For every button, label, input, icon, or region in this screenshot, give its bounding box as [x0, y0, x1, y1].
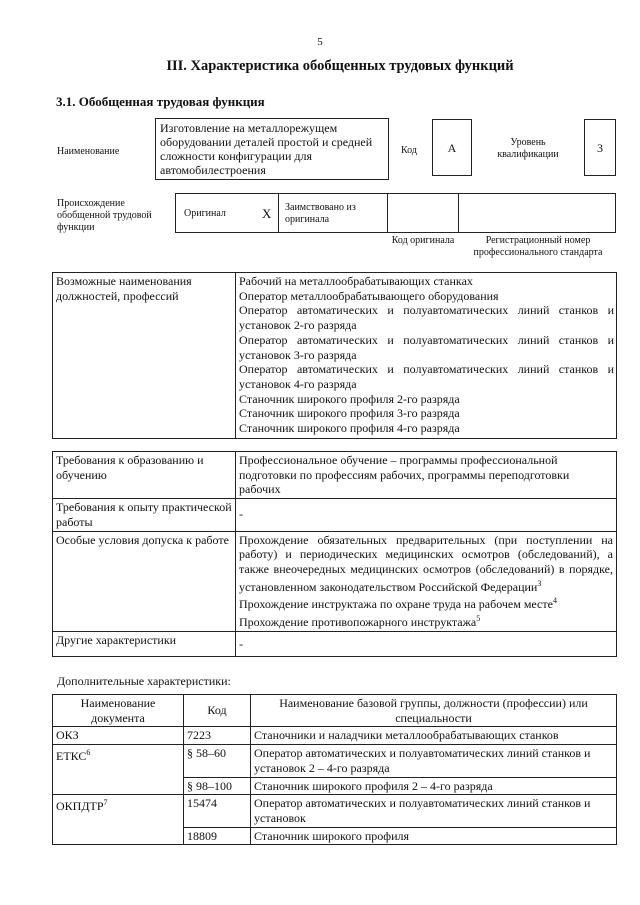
name-label: Наименование — [57, 146, 120, 157]
name-cell: Станочники и наладчики металлообрабатывающих станков — [251, 727, 617, 745]
code-cell: 18809 — [184, 827, 251, 845]
code-cell: § 58–60 — [184, 745, 251, 777]
requirements-table — [52, 451, 617, 657]
position-item: Оператор автоматических и полуавтоматических линий станков и установок 2-го разряда — [239, 303, 614, 333]
section-title: III. Характеристика обобщенных трудовых функций — [166, 58, 514, 74]
original-box — [175, 193, 279, 233]
experience-label: Требования к опыту практической работы — [53, 499, 236, 531]
table-row — [53, 727, 617, 745]
reg-number-box — [458, 193, 616, 233]
level-value: 3 — [597, 141, 603, 155]
positions-list — [236, 273, 617, 439]
name-cell: Станочник широкого профиля — [251, 827, 617, 845]
education-label: Требования к образованию и обучению — [53, 452, 236, 499]
original-label: Оригинал — [184, 208, 226, 219]
function-name-box — [155, 118, 389, 180]
name-cell: Оператор автоматических и полуавтоматических линий станков и установок — [251, 795, 617, 827]
reg-caption: Регистрационный номер профессионального стандарта — [473, 235, 603, 258]
additional-table — [52, 694, 617, 845]
code-value: A — [447, 141, 457, 155]
subsection-title: 3.1. Обобщенная трудовая функция — [56, 94, 265, 109]
code-label: Код — [401, 145, 417, 156]
doc-cell: ЕТКС$^6$ — [53, 745, 184, 795]
table-row — [53, 795, 617, 827]
special-medical: Прохождение обязательных предварительных (при поступлении на работу) и периодических медицинских осмотров (обследований), а также внеочередных медицинских осмотров (обследований) в порядке, установленном законодательством Российской Федерации$^3$ — [239, 532, 613, 594]
education-value: Профессиональное обучение – программы профессиональной подготовки по профессиям рабочих, программы переподготовки рабочих — [236, 452, 617, 499]
level-label: Уровень квалификации — [497, 137, 559, 160]
position-item: Станочник широкого профиля 3-го разряда — [239, 406, 460, 421]
function-name-value: Изготовление на металлорежущем оборудовании деталей простой и средней сложности конфигурации для автомобилестроения — [160, 121, 373, 177]
borrowed-label: Заимствовано из оригинала — [285, 202, 356, 225]
position-item: Оператор металлообрабатывающего оборудования — [239, 288, 499, 303]
position-item: Станочник широкого профиля 2-го разряда — [239, 391, 460, 406]
experience-value: - — [236, 499, 617, 531]
position-item: Станочник широкого профиля 4-го разряда — [239, 421, 460, 436]
code-caption: Код оригинала — [391, 235, 455, 246]
special-conditions-value — [236, 531, 617, 631]
other-label: Другие характеристики — [53, 631, 236, 656]
level-box — [584, 119, 616, 176]
header-document: Наименование документа — [53, 695, 184, 727]
code-box — [432, 119, 472, 176]
origin-label: Происхождение обобщенной трудовой функции — [57, 198, 152, 233]
header-name: Наименование базовой группы, должности (профессии) или специальности — [251, 695, 617, 727]
other-value: - — [236, 631, 617, 656]
additional-title: Дополнительные характеристики: — [57, 674, 231, 688]
name-cell: Оператор автоматических и полуавтоматических линий станков и установок 2 – 4-го разряда — [251, 745, 617, 777]
doc-cell: ОКПДТР$^7$ — [53, 795, 184, 845]
name-cell: Станочник широкого профиля 2 – 4-го разряда — [251, 777, 617, 795]
code-cell: 7223 — [184, 727, 251, 745]
positions-label: Возможные наименования должностей, профессий — [53, 273, 236, 439]
header-code: Код — [184, 695, 251, 727]
positions-table — [52, 272, 617, 439]
code-cell: 15474 — [184, 795, 251, 827]
borrowed-box — [278, 193, 388, 233]
table-row — [53, 745, 617, 777]
position-item: Оператор автоматических и полуавтоматических линий станков и установок 3-го разряда — [239, 332, 614, 362]
position-item: Рабочий на металлообрабатывающих станках — [239, 274, 473, 288]
original-mark: X — [262, 206, 272, 221]
special-conditions-label: Особые условия допуска к работе — [53, 531, 236, 631]
doc-cell: ОКЗ — [53, 727, 184, 745]
special-fire: Прохождение противопожарного инструктажа$^5$ — [239, 614, 481, 630]
code-cell: § 98–100 — [184, 777, 251, 795]
special-safety: Прохождение инструктажа по охране труда на рабочем месте$^4$ — [239, 596, 557, 612]
original-code-box — [387, 193, 459, 233]
position-item: Оператор автоматических и полуавтоматических линий станков и установок 4-го разряда — [239, 362, 614, 391]
page-number: 5 — [317, 36, 323, 48]
